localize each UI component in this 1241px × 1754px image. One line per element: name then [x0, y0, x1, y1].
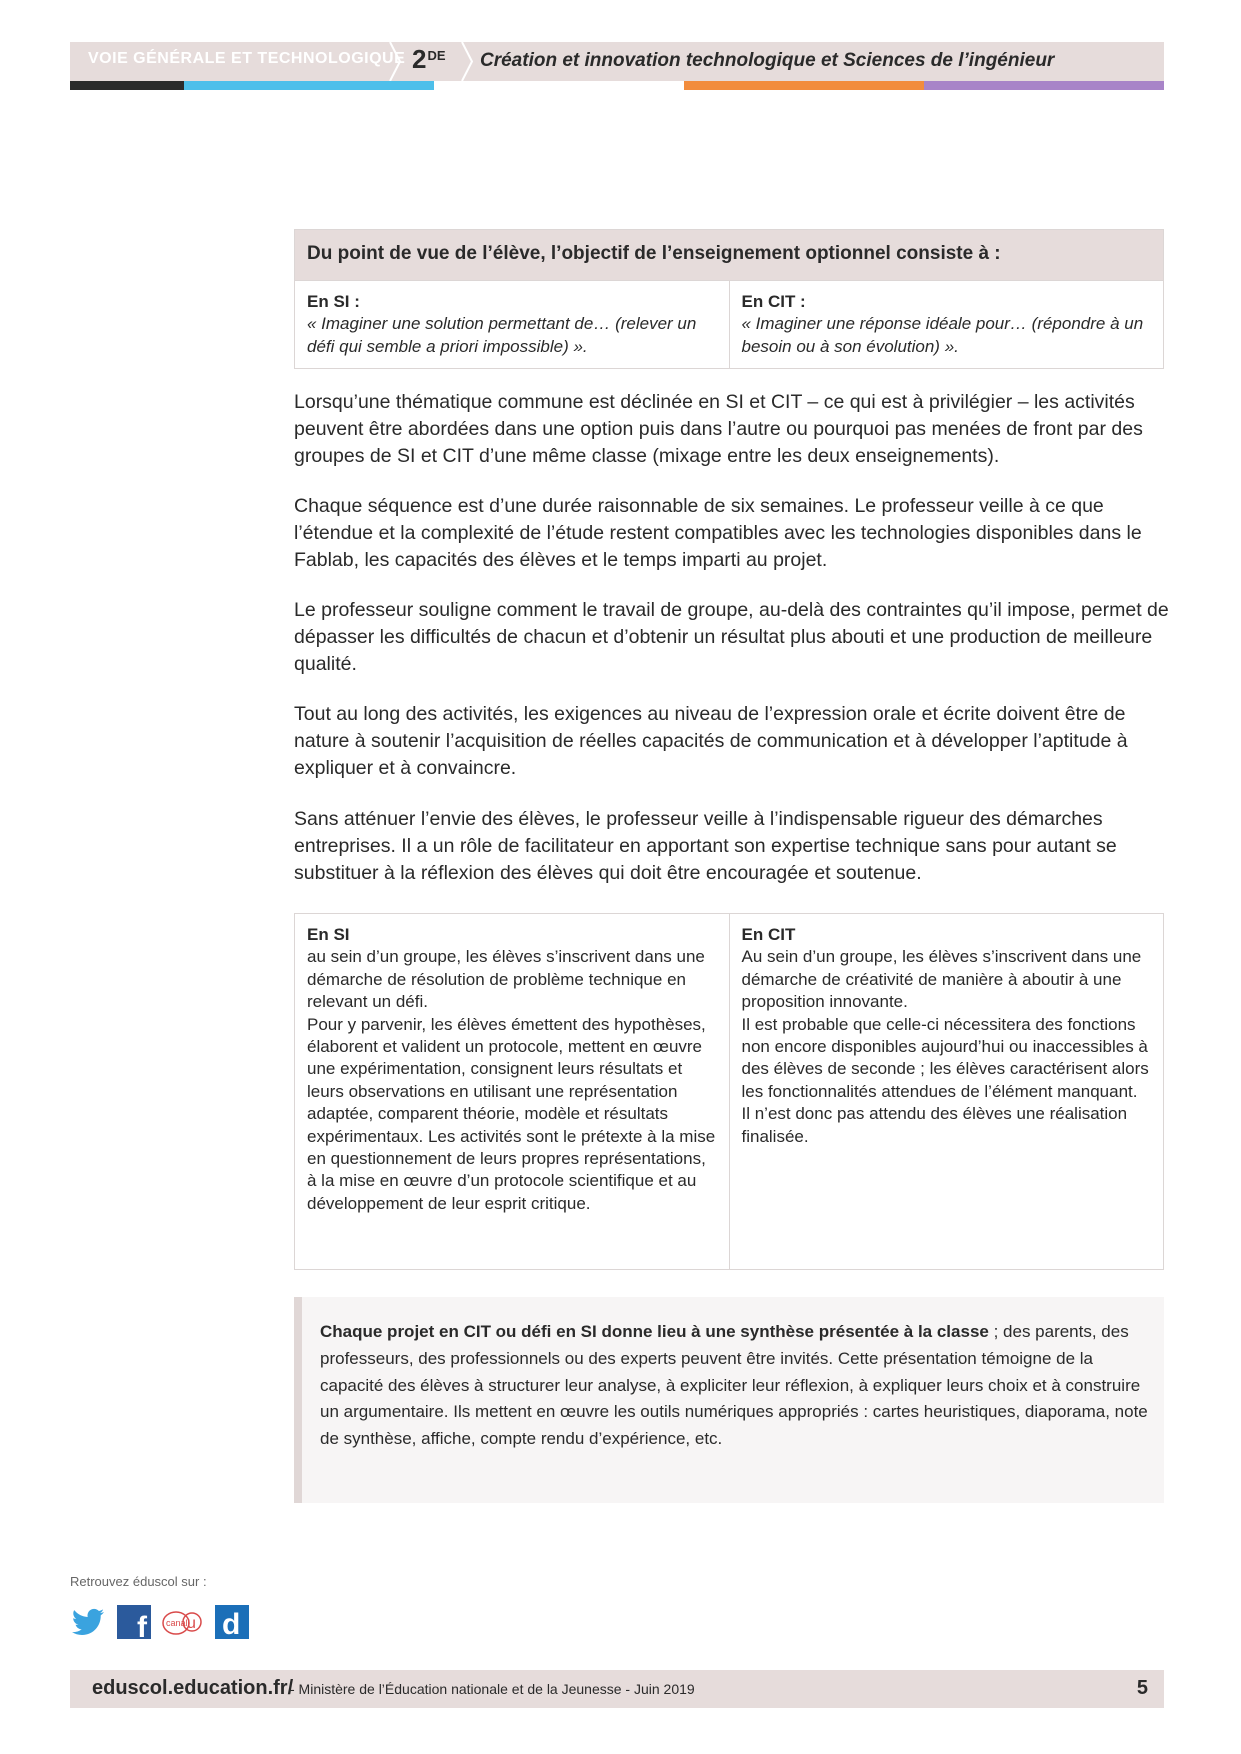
synthesis-note [294, 1297, 1164, 1503]
facebook-glyph: f [137, 1611, 147, 1640]
footer-site-link[interactable]: eduscol.education.fr/ [92, 1677, 294, 1699]
cit-label: En CIT [741, 925, 796, 944]
si-label: En SI : [307, 292, 360, 311]
header-bar-dark [70, 81, 184, 90]
page-number: 5 [1136, 1677, 1148, 1699]
note-border [294, 1297, 302, 1503]
objective-table-heading: Du point de vue de l’élève, l’objectif de l’enseignement optionnel consiste à : [295, 230, 1163, 281]
objective-table [294, 229, 1164, 369]
header-bar-orange [684, 81, 924, 90]
header-bar-purple [924, 81, 1164, 90]
canal-u-letter: u [187, 1615, 196, 1632]
note-rest: ; des parents, des professeurs, des professionnels ou des experts peuvent être invités. Cette présentation témoigne de la capacité des élèves à structurer leur analyse, à expliciter leur réflexion, à expliquer leurs choix et à construire un argumentaire. Ils mettent en œuvre les outils numériques appropriés : cartes heuristiques, diaporama, note de synthèse, affiche, compte rendu d’expérience, etc. [320, 1322, 1148, 1449]
approach-si-cell [295, 914, 729, 1269]
facebook-icon[interactable] [116, 1604, 152, 1640]
paragraph: Lorsqu’une thématique commune est déclinée en SI et CIT – ce qui est à privilégier – les activités peuvent être abordées dans une option puis dans l’autre ou pourquoi pas menées de front par des groupes de SI et CIT d’une même classe (mixage entre les deux enseignements). [294, 391, 1143, 467]
cit-text: « Imaginer une réponse idéale pour… (répondre à un besoin ou à son évolution) ». [741, 314, 1144, 356]
paragraph: Tout au long des activités, les exigences au niveau de l’expression orale et écrite doivent être de nature à soutenir l’acquisition de réelles capacités de communication et à développer l’aptitude à expliquer et à convaincre. [294, 703, 1128, 779]
paragraph: Chaque séquence est d’une durée raisonnable de six semaines. Le professeur veille à ce que l’étendue et la complexité de l’étude restent compatibles avec les technologies disponibles dans le Fablab, les capacités des élèves et le temps imparti au projet. [294, 495, 1142, 571]
header-bar-blue [184, 81, 434, 90]
header-level [412, 44, 446, 75]
twitter-icon[interactable] [70, 1604, 106, 1640]
dailymotion-glyph: d [222, 1608, 241, 1640]
approach-table-row [295, 914, 1163, 1269]
si-text: Pour y parvenir, les élèves émettent des hypothèses, élaborent et valident un protocole, mettent en œuvre une expérimentation, consignent leurs résultats et leurs observations en utilisant une représentation adaptée, comparent théorie, modèle et résultats expérimentaux. Les activités sont le prétexte à la mise en questionnement de leurs propres représentations, à la mise en œuvre d’un protocole scientifique et au développement de leur esprit critique. [307, 1014, 716, 1213]
si-text: au sein d’un groupe, les élèves s’inscrivent dans une démarche de résolution de problème technique en relevant un défi. [307, 947, 705, 1012]
canal-u-word: canal [166, 1618, 188, 1628]
chevron-right-icon [388, 42, 402, 81]
objective-si-cell [295, 281, 729, 366]
chevron-right-icon [460, 42, 474, 81]
approach-cit-cell [729, 914, 1164, 1269]
cit-text: Il n’est donc pas attendu des élèves une réalisation finalisée. [741, 1104, 1128, 1146]
cit-text: Au sein d’un groupe, les élèves s’inscrivent dans une démarche de créativité de manière à aboutir à une proposition innovante. [741, 947, 1142, 1012]
page-footer [70, 1670, 1164, 1708]
page-header [70, 42, 1164, 90]
level-sup: DE [427, 48, 446, 63]
paragraph: Sans atténuer l’envie des élèves, le professeur veille à l’indispensable rigueur des démarches entreprises. Il a un rôle de facilitateur en apportant son expertise technique sans pour autant se substituer à la réflexion des élèves qui doit être encouragée et soutenue. [294, 808, 1117, 884]
note-bold: Chaque projet en CIT ou défi en SI donne lieu à une synthèse présentée à la classe [320, 1322, 989, 1341]
retrouvez-label: Retrouvez éduscol sur : [70, 1574, 207, 1589]
cit-label: En CIT : [741, 292, 806, 311]
objective-cit-cell [729, 281, 1164, 368]
canal-u-icon[interactable] [160, 1604, 204, 1640]
footer-ministere: - Ministère de l’Éducation nationale et de la Jeunesse - Juin 2019 [290, 1681, 695, 1697]
header-title: Création et innovation technologique et Sciences de l’ingénieur [480, 50, 1055, 71]
header-voie: VOIE GÉNÉRALE ET TECHNOLOGIQUE [88, 50, 406, 67]
si-text: « Imaginer une solution permettant de… (relever un défi qui semble a priori impossible) ». [307, 314, 697, 356]
paragraph: Le professeur souligne comment le travail de groupe, au-delà des contraintes qu’il impose, permet de dépasser les difficultés de chacun et d’obtenir un résultat plus abouti et une production de meilleure qualité. [294, 599, 1169, 675]
cit-text: Il est probable que celle-ci nécessitera des fonctions non encore disponibles aujourd’hui ou inaccessibles à des élèves de seconde ; les élèves caractérisent alors les fonctionnalités attendues de l’élément manquant. [741, 1014, 1149, 1101]
dailymotion-icon[interactable] [214, 1604, 250, 1640]
note-text [320, 1319, 1150, 1453]
objective-table-row [295, 281, 1163, 368]
approach-table [294, 913, 1164, 1270]
level-number: 2 [412, 44, 427, 74]
si-label: En SI [307, 925, 350, 944]
